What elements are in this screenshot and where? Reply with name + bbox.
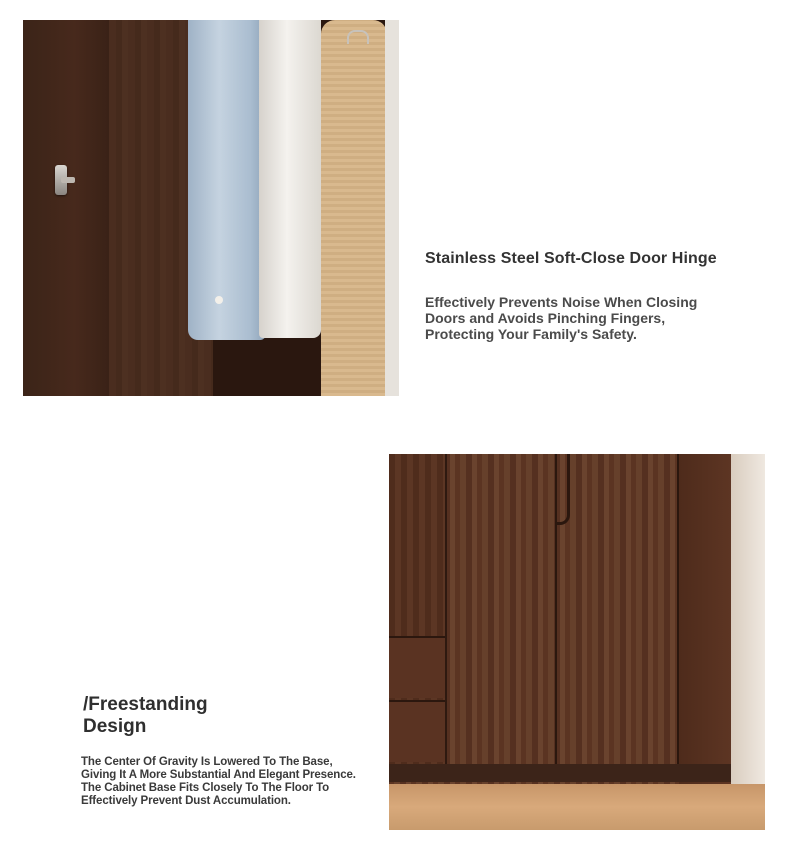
blue-shirt [188,20,266,340]
wardrobe-door [23,20,111,396]
shirt-button [215,296,223,304]
pale-garment [385,20,399,396]
drawer [389,700,445,762]
freestanding-description-line: The Cabinet Base Fits Closely To The Floor To [81,782,330,794]
door-hinge-icon [55,165,67,195]
hinge-title: Stainless Steel Soft-Close Door Hinge [425,250,717,267]
freestanding-description-line: Giving It A More Substantial And Elegant Presence. [81,769,356,781]
wood-floor [389,784,765,830]
wardrobe-door-left [447,454,557,769]
freestanding-description-line: The Center Of Gravity Is Lowered To The Base, [81,756,333,768]
wardrobe-side [679,454,731,784]
white-shirt [259,20,321,338]
freestanding-title [83,694,371,738]
wardrobe-base [389,764,731,782]
hinge-description-line: Effectively Prevents Noise When Closing [425,294,698,310]
freestanding-feature-text [81,694,371,808]
hanger-icon [347,30,369,44]
wardrobe-side-column [389,454,447,769]
hinge-description-line: Protecting Your Family's Safety. [425,326,637,342]
freestanding-wardrobe-photo [389,454,765,830]
hinge-wardrobe-photo [23,20,399,396]
beige-garment [321,20,387,396]
hinge-description-line: Doors and Avoids Pinching Fingers, [425,310,666,326]
freestanding-description [81,756,371,808]
freestanding-title-line: Design [83,716,147,737]
wardrobe-door-right [557,454,679,769]
drawer [389,636,445,698]
hinge-feature-text [425,250,745,342]
freestanding-description-line: Effectively Prevent Dust Accumulation. [81,795,291,807]
hinge-description [425,294,715,342]
freestanding-title-line: /Freestanding [83,694,208,715]
wall [731,454,765,830]
